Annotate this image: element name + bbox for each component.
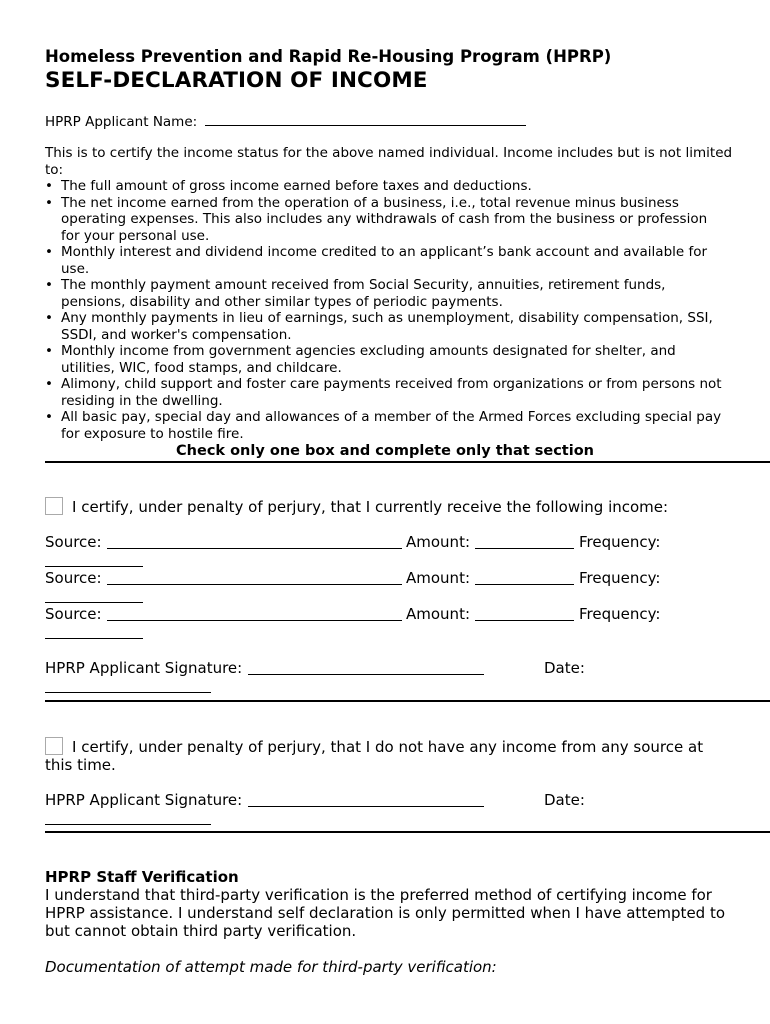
amount-label: Amount: [406, 533, 470, 551]
frequency-label: Frequency: [579, 569, 661, 587]
signature-label: HPRP Applicant Signature: [45, 791, 243, 809]
list-item: • The net income earned from the operation of a business, i.e., total revenue minus business operating expenses. This also includes any withdrawals of cash from the business or profession for your personal use. [45, 194, 708, 244]
no-income-certification-text: I certify, under penalty of perjury, that I do not have any income from any source at this time. [45, 738, 704, 774]
documentation-label: Documentation of attempt made for third-party verification: [45, 958, 497, 976]
source-field[interactable] [107, 620, 402, 621]
program-name: Homeless Prevention and Rapid Re-Housing Program (HPRP) [45, 47, 612, 66]
income-list [45, 178, 725, 442]
amount-field[interactable] [475, 548, 574, 549]
list-item: • Alimony, child support and foster care payments received from organizations or from persons not residing in the dwelling. [45, 376, 722, 409]
intro-text: This is to certify the income status for the above named individual. Income includes but is not limited to: [45, 145, 733, 178]
check-one-instruction: Check only one box and complete only that section [176, 443, 594, 459]
date-label: Date: [544, 791, 585, 809]
no-income-certification [45, 737, 725, 774]
frequency-field[interactable] [45, 566, 143, 567]
list-item: • The full amount of gross income earned before taxes and deductions. [45, 178, 532, 194]
source-label: Source: [45, 605, 102, 623]
staff-verification-text: I understand that third-party verification is the preferred method of certifying income for HPRP assistance. I understand self declaration is only permitted when I have attempted to but cannot obtain third party verification. [45, 886, 726, 940]
source-field[interactable] [107, 548, 402, 549]
applicant-name-row [45, 112, 526, 130]
income-checkbox[interactable] [45, 497, 63, 515]
amount-field[interactable] [475, 620, 574, 621]
source-label: Source: [45, 569, 102, 587]
signature-field[interactable] [248, 674, 484, 675]
income-certification-text: I certify, under penalty of perjury, that I currently receive the following income: [72, 498, 669, 516]
applicant-name-label: HPRP Applicant Name: [45, 114, 198, 130]
source-label: Source: [45, 533, 102, 551]
no-income-checkbox[interactable] [45, 737, 63, 755]
form-title: SELF-DECLARATION OF INCOME [45, 68, 428, 93]
frequency-field[interactable] [45, 602, 143, 603]
list-item: • Monthly income from government agencies excluding amounts designated for shelter, and utilities, WIC, food stamps, and childcare. [45, 343, 676, 376]
section-divider [45, 700, 770, 702]
source-field[interactable] [107, 584, 402, 585]
amount-label: Amount: [406, 569, 470, 587]
list-item: • Monthly interest and dividend income credited to an applicant’s bank account and available for use. [45, 244, 708, 277]
signature-label: HPRP Applicant Signature: [45, 659, 243, 677]
amount-field[interactable] [475, 584, 574, 585]
list-item: • The monthly payment amount received from Social Security, annuities, retirement funds, pensions, disability and other similar types of periodic payments. [45, 277, 666, 310]
section-divider [45, 831, 770, 833]
date-field[interactable] [45, 692, 211, 693]
frequency-label: Frequency: [579, 605, 661, 623]
staff-verification-heading: HPRP Staff Verification [45, 868, 239, 886]
frequency-field[interactable] [45, 638, 143, 639]
list-item: • All basic pay, special day and allowances of a member of the Armed Forces excluding special pay for exposure to hostile fire. [45, 409, 722, 442]
date-label: Date: [544, 659, 585, 677]
staff-verification [45, 868, 745, 940]
frequency-label: Frequency: [579, 533, 661, 551]
list-item: • Any monthly payments in lieu of earnings, such as unemployment, disability compensation, SSI, SSDI, and worker's compensation. [45, 310, 713, 343]
section-divider [45, 461, 770, 463]
signature-field[interactable] [248, 806, 484, 807]
applicant-name-field[interactable] [205, 112, 526, 126]
amount-label: Amount: [406, 605, 470, 623]
date-field[interactable] [45, 824, 211, 825]
income-certification [45, 497, 735, 516]
